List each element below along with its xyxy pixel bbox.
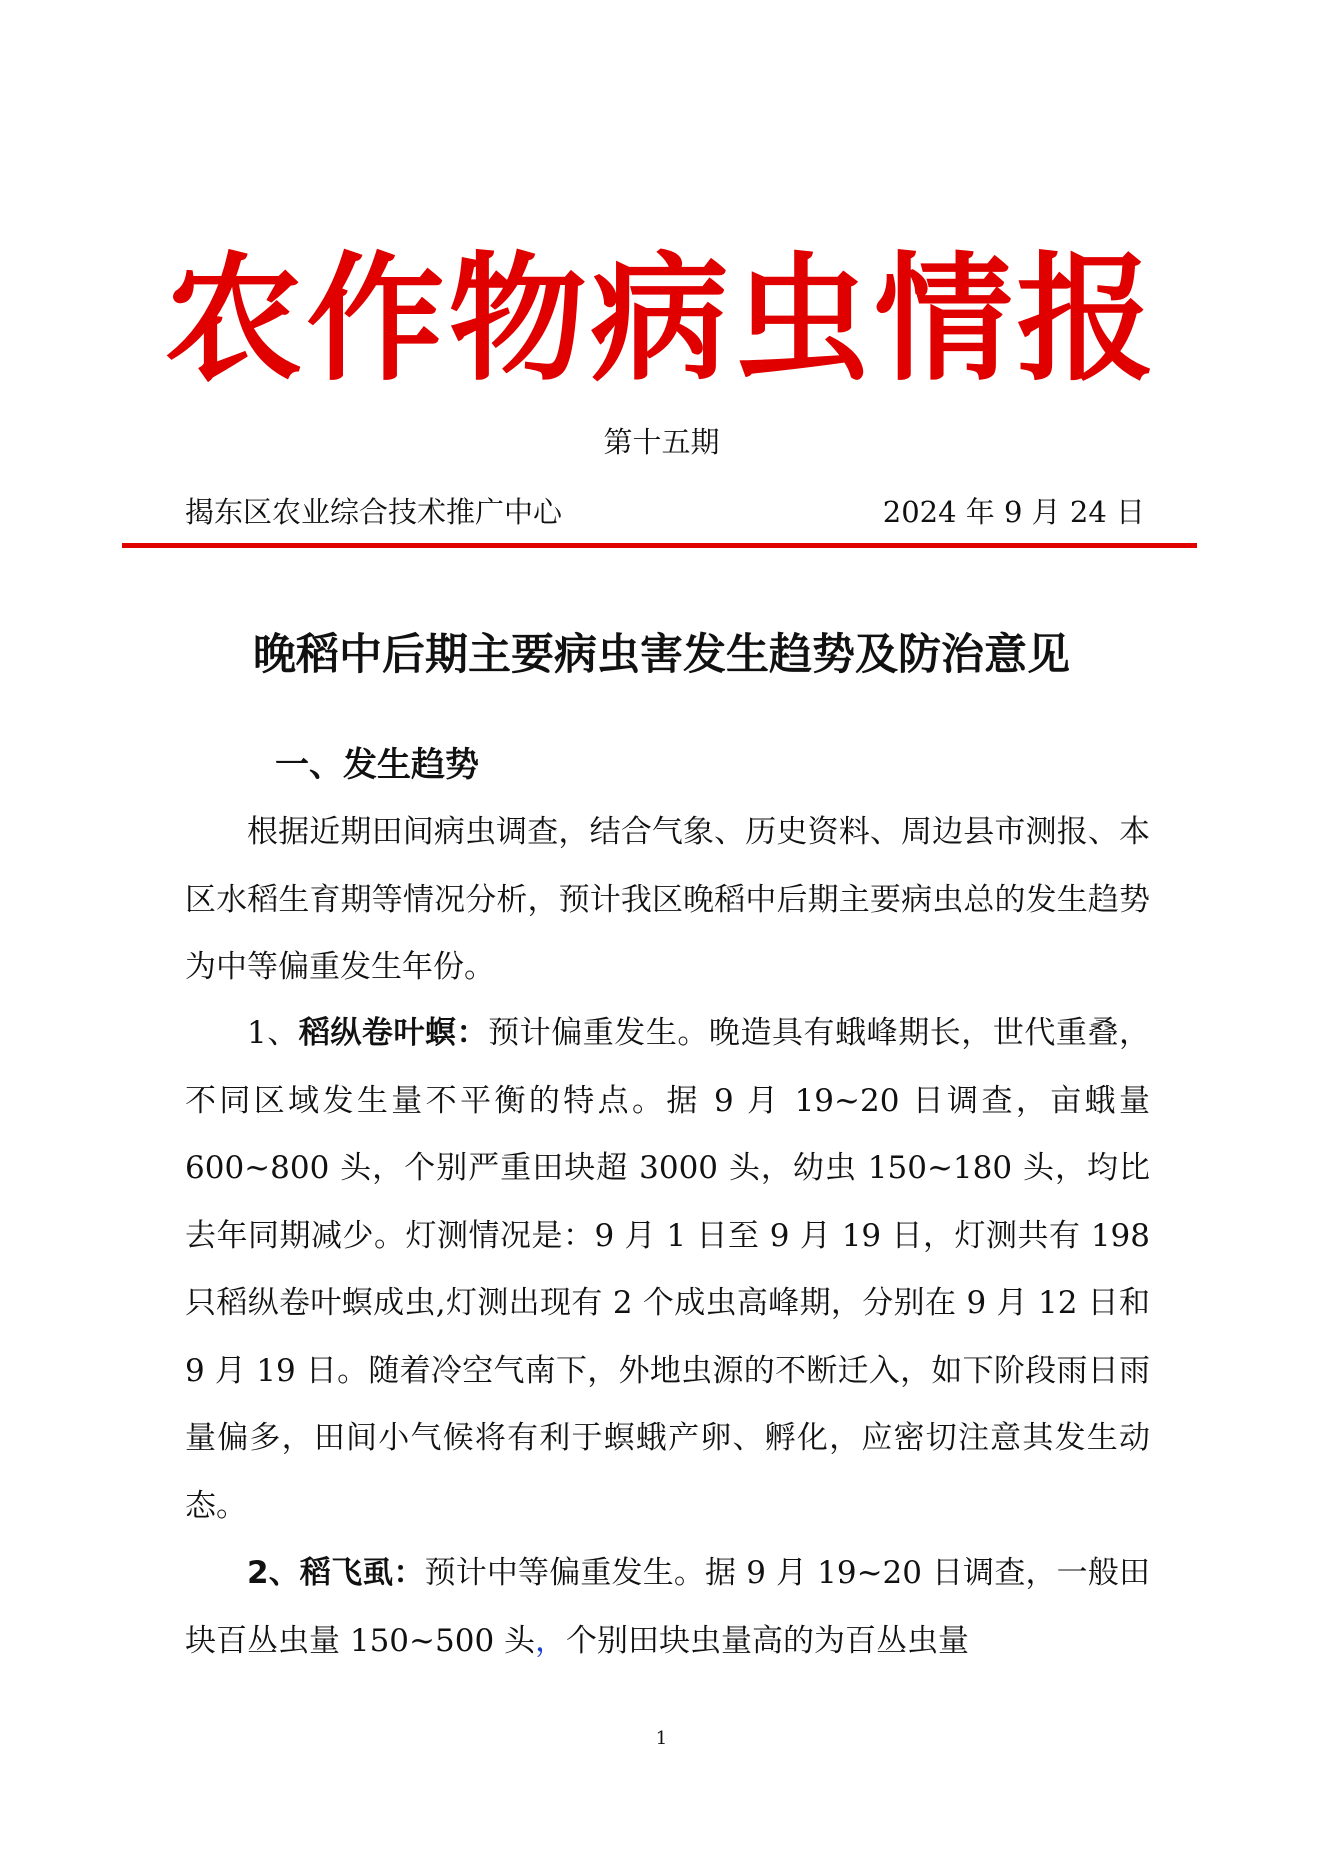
item-number: 1、 bbox=[247, 1015, 299, 1051]
item-text-continued: 个别田块虫量高的为百丛虫量 bbox=[566, 1622, 970, 1659]
paragraph-item-1 bbox=[185, 1000, 1150, 1540]
article-title: 晚稻中后期主要病虫害发生趋势及防治意见 bbox=[253, 630, 1070, 680]
item-number: 2、 bbox=[247, 1555, 300, 1591]
issue-date: 2024 年 9 月 24 日 bbox=[882, 495, 1145, 529]
item-text: 预计中等偏重发生。据 9 月 19~20 日调查，一般田块百丛虫量 150~500 头 bbox=[185, 1555, 1150, 1659]
header-red-rule bbox=[122, 543, 1197, 548]
item-pest-name: 稻飞虱： bbox=[299, 1555, 425, 1591]
masthead-title: 农作物病虫情报 bbox=[164, 239, 1159, 400]
item-pest-name: 稻纵卷叶螟： bbox=[298, 1015, 489, 1051]
item-text: 预计偏重发生。晚造具有蛾峰期长，世代重叠，不同区域发生量不平衡的特点。据 9 月 19~20 日调查，亩蛾量 600~800 头，个别严重田块超 3000 头，幼虫 150~180 头，均比去年同期减少。灯测情况是：9 月 1 日至 9 月 19 日，灯测共有 198 只稻纵卷叶螟成虫,灯测出现有 2 个成虫高峰期，分别在 9 月 12 日和 9 月 19 日。随着冷空气南下，外地虫源的不断迁入，如下阶段雨日雨量偏多，田间小气候将有利于螟蛾产卵、孵化，应密切注意其发生动态。 bbox=[185, 1015, 1151, 1524]
paragraph-item-2 bbox=[185, 1540, 1150, 1675]
issue-number: 第十五期 bbox=[603, 425, 720, 459]
page-number: 1 bbox=[655, 1728, 668, 1749]
section-heading: 一、发生趋势 bbox=[275, 745, 479, 785]
issuing-organization: 揭东区农业综合技术推广中心 bbox=[185, 495, 563, 529]
paragraph-intro: 根据近期田间病虫调查，结合气象、历史资料、周边县市测报、本区水稻生育期等情况分析，预计我区晚稻中后期主要病虫总的发生趋势为中等偏重发生年份。 bbox=[185, 814, 1150, 985]
blue-comma: ， bbox=[535, 1622, 567, 1659]
